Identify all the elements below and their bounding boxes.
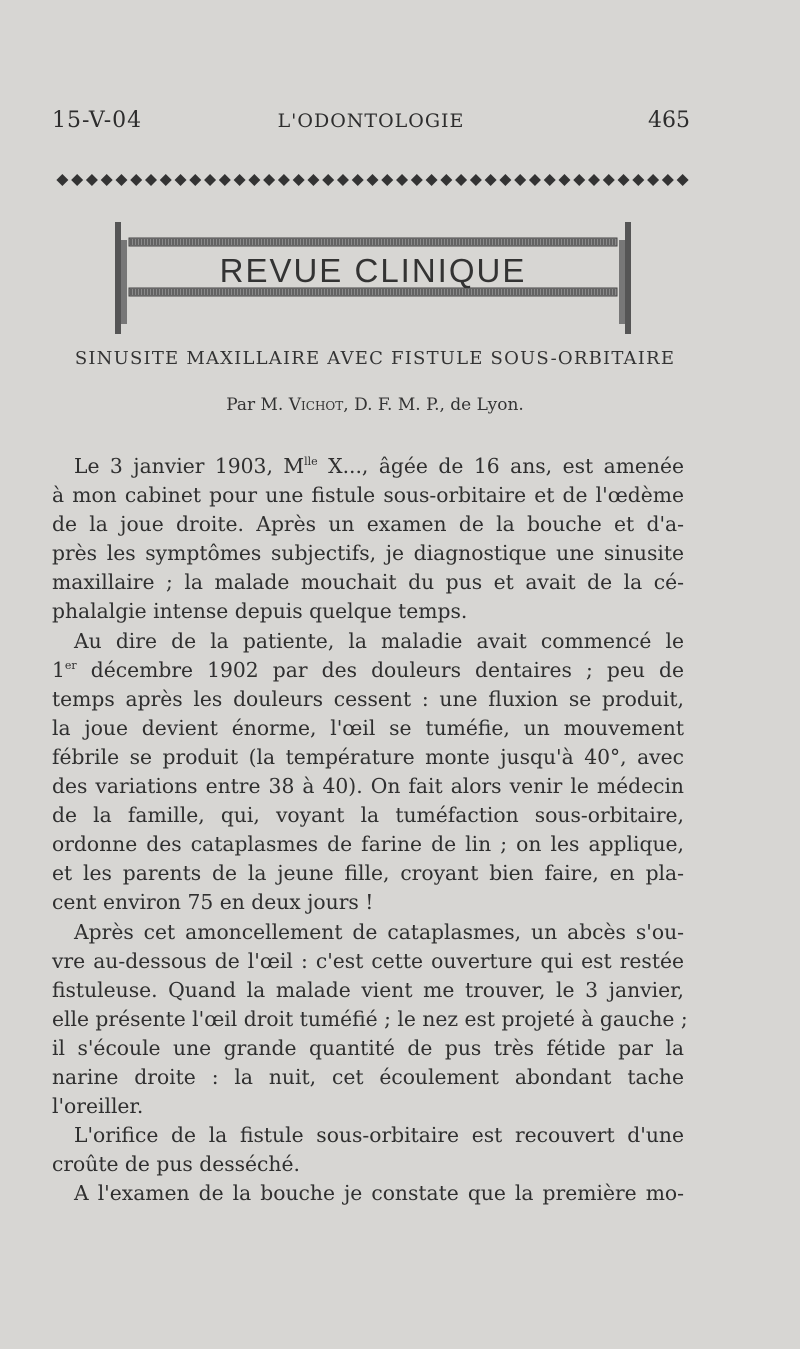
line-text: 1 bbox=[52, 657, 65, 682]
ornament-diamond bbox=[396, 174, 408, 186]
ornament-diamond bbox=[71, 174, 83, 186]
ornament-diamond bbox=[145, 174, 157, 186]
ornament-diamond bbox=[470, 174, 482, 186]
body-line bbox=[52, 772, 684, 801]
line-text: elle présente l'œil droit tuméfié ; le nez est projeté à gauche ; bbox=[52, 1006, 688, 1031]
running-head bbox=[52, 108, 690, 138]
line-text: il s'écoule une grande quantité de pus très fétide par la bbox=[52, 1035, 684, 1060]
line-text: des variations entre 38 à 40). On fait alors venir le médecin bbox=[52, 774, 684, 799]
ornament-diamond bbox=[352, 174, 364, 186]
ornament-diamond bbox=[307, 174, 319, 186]
byline-suffix: , D. F. M. P., de Lyon. bbox=[343, 395, 524, 415]
ornament-diamond bbox=[677, 174, 689, 186]
line-text: maxillaire ; la malade mouchait du pus et avait de la cé- bbox=[52, 570, 684, 595]
ornament-diamond bbox=[115, 174, 127, 186]
ornament-diamond bbox=[175, 174, 187, 186]
body-line bbox=[52, 1063, 684, 1092]
journal-name: L'ODONTOLOGIE bbox=[277, 110, 465, 132]
body-line bbox=[52, 1121, 684, 1150]
ornament-diamond bbox=[514, 174, 526, 186]
line-text: A l'examen de la bouche je constate que la première mo- bbox=[74, 1181, 684, 1206]
ornament-diamond bbox=[529, 174, 541, 186]
article-byline bbox=[60, 395, 690, 415]
ornament-diamond bbox=[86, 174, 98, 186]
byline-prefix: Par M. bbox=[226, 395, 284, 415]
line-text: vre au-dessous de l'œil : c'est cette ouverture qui est restée bbox=[52, 948, 684, 973]
ornament-diamond bbox=[632, 174, 644, 186]
body-line bbox=[52, 510, 684, 539]
line-text: Le 3 janvier 1903, M bbox=[74, 454, 305, 478]
ornament-diamond bbox=[426, 174, 438, 186]
ornament-diamond bbox=[234, 174, 246, 186]
body-line bbox=[52, 947, 684, 976]
line-text: près les symptômes subjectifs, je diagnostique une sinusite bbox=[52, 541, 684, 566]
section-title-frame bbox=[115, 222, 631, 334]
line-text: Après cet amoncellement de cataplasmes, un abcès s'ou- bbox=[74, 919, 684, 944]
ornament-diamond bbox=[189, 174, 201, 186]
body-line bbox=[52, 597, 684, 626]
body-line bbox=[52, 539, 684, 568]
ornament-diamond bbox=[101, 174, 113, 186]
ornament-diamond bbox=[278, 174, 290, 186]
line-text-after: décembre 1902 par des douleurs dentaires ; peu de bbox=[76, 657, 684, 682]
ornament-diamond bbox=[618, 174, 630, 186]
ornament-diamond bbox=[603, 174, 615, 186]
ornament-diamond bbox=[160, 174, 172, 186]
ornament-diamond bbox=[588, 174, 600, 186]
section-title: REVUE CLINIQUE bbox=[219, 252, 527, 289]
body-line bbox=[52, 743, 684, 772]
body-line bbox=[52, 1179, 684, 1208]
ornament-diamond bbox=[411, 174, 423, 186]
line-text: temps après les douleurs cessent : une fluxion se produit, bbox=[52, 686, 684, 711]
body-line bbox=[52, 568, 684, 597]
body-line bbox=[52, 1005, 688, 1034]
superscript: er bbox=[64, 658, 77, 672]
body-line bbox=[52, 627, 684, 656]
body-line bbox=[52, 918, 684, 947]
line-text: L'orifice de la fistule sous-orbitaire est recouvert d'une bbox=[74, 1123, 684, 1148]
ornament-diamond bbox=[573, 174, 585, 186]
ornament-diamond bbox=[337, 174, 349, 186]
body-line bbox=[52, 1092, 684, 1121]
line-text: de la famille, qui, voyant la tuméfaction sous-orbitaire, bbox=[52, 803, 684, 828]
line-text-after: X..., âgée de 16 ans, est amenée bbox=[317, 454, 684, 478]
superscript: lle bbox=[304, 455, 318, 468]
ornament-diamond bbox=[558, 174, 570, 186]
ornament-diamond bbox=[293, 174, 305, 186]
body-line bbox=[52, 859, 684, 888]
ornament-diamond bbox=[248, 174, 260, 186]
ornament-diamond bbox=[381, 174, 393, 186]
line-text: et les parents de la jeune fille, croyant bien faire, en pla- bbox=[52, 861, 684, 886]
diamond-ornament-rule bbox=[55, 170, 690, 190]
body-line bbox=[52, 1150, 684, 1179]
ornament-diamond bbox=[485, 174, 497, 186]
line-text: phalalgie intense depuis quelque temps. bbox=[52, 599, 468, 624]
body-line bbox=[52, 976, 684, 1005]
ornament-diamond bbox=[647, 174, 659, 186]
line-text: fistuleuse. Quand la malade vient me trouver, le 3 janvier, bbox=[52, 977, 684, 1002]
ornament-diamond bbox=[367, 174, 379, 186]
issue-date: 15-V-04 bbox=[52, 108, 143, 133]
body-line bbox=[52, 801, 684, 830]
ornament-diamond bbox=[130, 174, 142, 186]
line-text: fébrile se produit (la température monte jusqu'à 40°, avec bbox=[52, 744, 684, 769]
ornament-diamond bbox=[544, 174, 556, 186]
body-line bbox=[52, 714, 684, 743]
ornament-diamond bbox=[455, 174, 467, 186]
ornament-diamond bbox=[204, 174, 216, 186]
body-line bbox=[52, 888, 684, 917]
body-line bbox=[52, 1034, 684, 1063]
line-text: Au dire de la patiente, la maladie avait commencé le bbox=[74, 628, 684, 653]
line-text: ordonne des cataplasmes de farine de lin ; on les applique, bbox=[52, 832, 684, 857]
body-line bbox=[52, 481, 684, 510]
body-line bbox=[52, 452, 684, 481]
body-line bbox=[52, 656, 684, 685]
ornament-diamond bbox=[440, 174, 452, 186]
ornament-diamond bbox=[219, 174, 231, 186]
ornament-diamond bbox=[322, 174, 334, 186]
line-text: à mon cabinet pour une fistule sous-orbitaire et de l'œdème bbox=[52, 483, 684, 508]
article-title: SINUSITE MAXILLAIRE AVEC FISTULE SOUS-ORBITAIRE bbox=[74, 348, 676, 369]
line-text: narine droite : la nuit, cet écoulement abondant tache bbox=[52, 1064, 684, 1089]
author-name: Vichot bbox=[288, 395, 344, 415]
ornament-diamond bbox=[662, 174, 674, 186]
line-text: cent environ 75 en deux jours ! bbox=[52, 890, 374, 915]
line-text: la joue devient énorme, l'œil se tuméfie, un mouvement bbox=[52, 715, 684, 740]
ornament-diamond bbox=[263, 174, 275, 186]
line-text: croûte de pus desséché. bbox=[52, 1152, 300, 1177]
ornament-diamond bbox=[56, 174, 68, 186]
ornament-diamond bbox=[499, 174, 511, 186]
body-line bbox=[52, 830, 684, 859]
article-body bbox=[52, 452, 688, 1208]
page-number: 465 bbox=[648, 108, 690, 133]
body-line bbox=[52, 685, 684, 714]
line-text: de la joue droite. Après un examen de la bouche et d'a- bbox=[52, 512, 684, 537]
line-text: l'oreiller. bbox=[52, 1094, 144, 1119]
